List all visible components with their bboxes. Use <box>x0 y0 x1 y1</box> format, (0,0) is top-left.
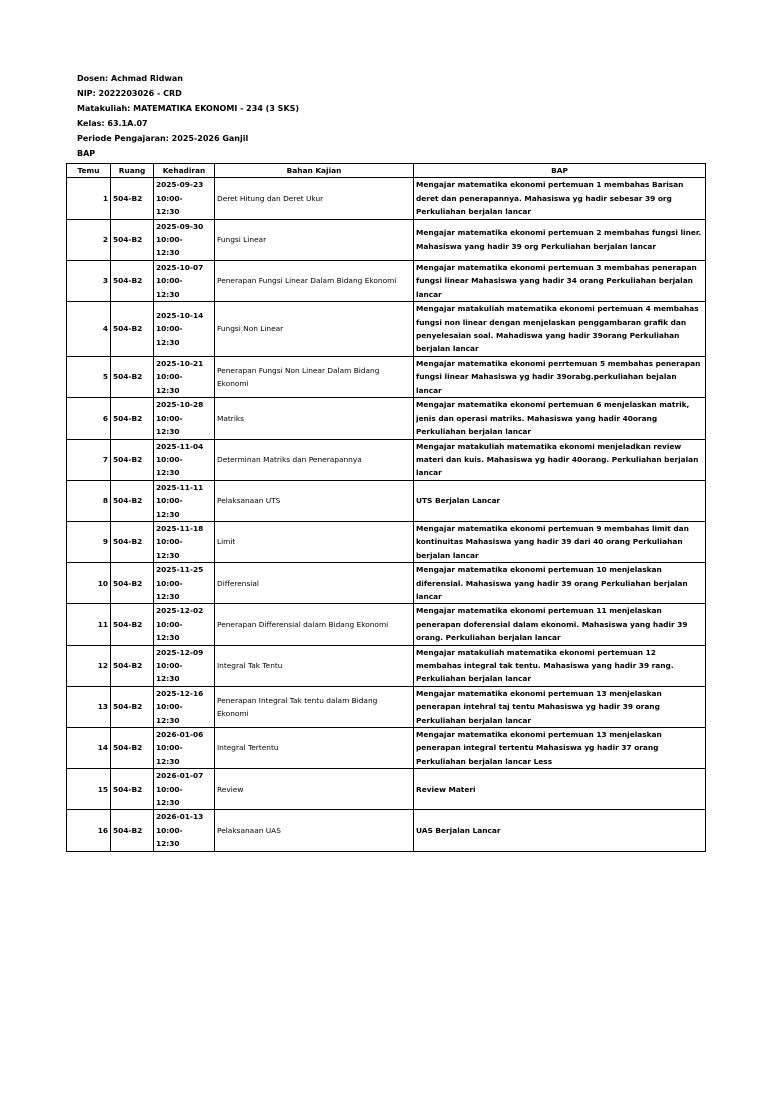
cell-ruang: 504-B2 <box>111 178 154 219</box>
attendance-time-end: 12:30 <box>156 633 180 643</box>
lecturer-name: Dosen: Achmad Ridwan <box>77 74 183 83</box>
attendance-date: 2025-10-21 <box>156 359 204 369</box>
cell-bahan-kajian: Matriks <box>215 398 414 439</box>
attendance-time-start: 10:00- <box>156 702 183 712</box>
attendance-date: 2025-12-16 <box>156 688 204 698</box>
cell-temu: 12 <box>67 645 111 686</box>
cell-kehadiran <box>154 810 215 851</box>
cell-kehadiran <box>154 302 215 357</box>
attendance-date: 2025-11-04 <box>156 441 204 451</box>
header-temu: Temu <box>67 164 111 178</box>
attendance-date: 2026-01-13 <box>156 812 204 822</box>
attendance-time-start: 10:00- <box>156 496 183 506</box>
cell-bap: Review Materi <box>414 769 706 810</box>
cell-ruang: 504-B2 <box>111 521 154 562</box>
cell-bahan-kajian: Fungsi Linear <box>215 219 414 260</box>
cell-ruang: 504-B2 <box>111 439 154 480</box>
cell-kehadiran <box>154 769 215 810</box>
cell-bahan-kajian: Determinan Matriks dan Penerapannya <box>215 439 414 480</box>
class-code: Kelas: 63.1A.07 <box>77 119 148 128</box>
cell-temu: 1 <box>67 178 111 219</box>
cell-bap: Mengajar matematika ekonomi pertemuan 13 menjelaskan penerapan integral tertentu Mahasiswa yg hadir 37 orang Perkuliahan berjalan lancar Less <box>414 728 706 769</box>
cell-ruang: 504-B2 <box>111 357 154 398</box>
cell-temu: 13 <box>67 686 111 727</box>
attendance-date: 2025-12-09 <box>156 647 204 657</box>
attendance-date: 2025-10-28 <box>156 400 204 410</box>
cell-ruang: 504-B2 <box>111 728 154 769</box>
cell-temu: 7 <box>67 439 111 480</box>
cell-ruang: 504-B2 <box>111 563 154 604</box>
attendance-date: 2025-10-07 <box>156 262 204 272</box>
cell-temu: 5 <box>67 357 111 398</box>
cell-kehadiran <box>154 398 215 439</box>
attendance-time-start: 10:00- <box>156 235 183 245</box>
attendance-date: 2026-01-06 <box>156 730 204 740</box>
teaching-period: Periode Pengajaran: 2025-2026 Ganjil <box>77 134 249 143</box>
cell-bahan-kajian: Differensial <box>215 563 414 604</box>
attendance-time-start: 10:00- <box>156 276 183 286</box>
cell-bap: UAS Berjalan Lancar <box>414 810 706 851</box>
cell-temu: 4 <box>67 302 111 357</box>
attendance-time-end: 12:30 <box>156 674 180 684</box>
cell-bap: Mengajar matematika ekonomi pertemuan 9 membahas limit dan kontinuitas Mahasiswa yang hadir 39 dari 40 orang Perkuliahan berjalan lancar <box>414 521 706 562</box>
table-row <box>67 178 706 219</box>
cell-temu: 2 <box>67 219 111 260</box>
attendance-date: 2026-01-07 <box>156 771 204 781</box>
attendance-time-start: 10:00- <box>156 743 183 753</box>
table-header-row <box>67 164 706 178</box>
cell-bap: Mengajar matakuliah matematika ekonomi pertemuan 4 membahas fungsi non linear dengan menjelaskan penggambaran grafik dan penyelesaian soal. Mahadiswa yang hadir 39orang Perkuliahan berjalan lancar <box>414 302 706 357</box>
cell-temu: 8 <box>67 480 111 521</box>
cell-temu: 14 <box>67 728 111 769</box>
header-bahan-kajian: Bahan Kajian <box>215 164 414 178</box>
header-bap: BAP <box>414 164 706 178</box>
attendance-time-end: 12:30 <box>156 591 180 601</box>
table-row <box>67 645 706 686</box>
cell-temu: 3 <box>67 260 111 301</box>
table-row <box>67 521 706 562</box>
cell-bahan-kajian: Fungsi Non Linear <box>215 302 414 357</box>
attendance-time-start: 10:00- <box>156 784 183 794</box>
cell-bap: Mengajar matakuliah matematika ekonomi menjeladkan review materi dan kuis. Mahasiswa yg hadir 40orang. Perkuliahan berjalan lancar <box>414 439 706 480</box>
cell-bap: UTS Berjalan Lancar <box>414 480 706 521</box>
cell-kehadiran <box>154 357 215 398</box>
header-kehadiran: Kehadiran <box>154 164 215 178</box>
header-ruang: Ruang <box>111 164 154 178</box>
attendance-time-start: 10:00- <box>156 825 183 835</box>
cell-kehadiran <box>154 260 215 301</box>
cell-ruang: 504-B2 <box>111 398 154 439</box>
lecturer-nip: NIP: 2022203026 - CRD <box>77 89 182 98</box>
cell-bahan-kajian: Limit <box>215 521 414 562</box>
table-row <box>67 260 706 301</box>
attendance-date: 2025-09-30 <box>156 221 204 231</box>
attendance-time-end: 12:30 <box>156 798 180 808</box>
attendance-time-end: 12:30 <box>156 839 180 849</box>
attendance-time-end: 12:30 <box>156 468 180 478</box>
attendance-time-start: 10:00- <box>156 578 183 588</box>
attendance-time-start: 10:00- <box>156 193 183 203</box>
cell-temu: 10 <box>67 563 111 604</box>
table-row <box>67 398 706 439</box>
table-row <box>67 480 706 521</box>
cell-bap: Mengajar matematika ekonomi pertemuan 10 menjelaskan diferensial. Mahasiswa yang hadir 39 orang Perkuliahan berjalan lancar <box>414 563 706 604</box>
attendance-date: 2025-10-14 <box>156 310 204 320</box>
cell-ruang: 504-B2 <box>111 645 154 686</box>
cell-bap: Mengajar matematika ekonomi pertemuan 13 menjelaskan penerapan intehral taj tentu Mahasiswa yg hadir 39 orang Perkuliahan berjalan lancar <box>414 686 706 727</box>
cell-bap: Mengajar matematika ekonomi pertemuan 6 menjelaskan matrik, jenis dan operasi matriks. Mahasiswa yang hadir 40orang Perkuliahan berjalan lancar <box>414 398 706 439</box>
cell-kehadiran <box>154 645 215 686</box>
attendance-time-end: 12:30 <box>156 756 180 766</box>
attendance-time-start: 10:00- <box>156 537 183 547</box>
attendance-time-end: 12:30 <box>156 509 180 519</box>
cell-kehadiran <box>154 439 215 480</box>
cell-ruang: 504-B2 <box>111 810 154 851</box>
cell-temu: 6 <box>67 398 111 439</box>
table-row <box>67 302 706 357</box>
cell-kehadiran <box>154 480 215 521</box>
cell-kehadiran <box>154 521 215 562</box>
cell-ruang: 504-B2 <box>111 480 154 521</box>
cell-kehadiran <box>154 728 215 769</box>
table-row <box>67 439 706 480</box>
cell-bahan-kajian: Penerapan Fungsi Linear Dalam Bidang Ekonomi <box>215 260 414 301</box>
cell-bahan-kajian: Penerapan Fungsi Non Linear Dalam Bidang Ekonomi <box>215 357 414 398</box>
cell-ruang: 504-B2 <box>111 260 154 301</box>
table-row <box>67 563 706 604</box>
attendance-date: 2025-11-11 <box>156 482 204 492</box>
attendance-date: 2025-09-23 <box>156 180 204 190</box>
course-name: Matakuliah: MATEMATIKA EKONOMI - 234 (3 SKS) <box>77 104 300 113</box>
cell-bahan-kajian: Integral Tak Tentu <box>215 645 414 686</box>
table-row <box>67 810 706 851</box>
cell-ruang: 504-B2 <box>111 686 154 727</box>
attendance-time-end: 12:30 <box>156 550 180 560</box>
table-body <box>67 178 706 851</box>
cell-bahan-kajian: Pelaksanaan UTS <box>215 480 414 521</box>
cell-ruang: 504-B2 <box>111 219 154 260</box>
cell-temu: 16 <box>67 810 111 851</box>
cell-bahan-kajian: Deret Hitung dan Deret Ukur <box>215 178 414 219</box>
document-header <box>77 71 299 161</box>
cell-temu: 9 <box>67 521 111 562</box>
cell-ruang: 504-B2 <box>111 302 154 357</box>
cell-bap: Mengajar matematika ekonomi perrtemuan 5 membahas penerapan fungsi linear Mahasiswa yg hadir 39orabg.perkuliahan bejalan lancar <box>414 357 706 398</box>
attendance-time-end: 12:30 <box>156 337 180 347</box>
cell-temu: 15 <box>67 769 111 810</box>
cell-bap: Mengajar matematika ekonomi pertemuan 1 membahas Barisan deret dan penerapannya. Mahasiswa yg hadir sebesar 39 org Perkuliahan berjalan lancar <box>414 178 706 219</box>
attendance-time-end: 12:30 <box>156 385 180 395</box>
table-row <box>67 686 706 727</box>
table-row <box>67 219 706 260</box>
cell-bap: Mengajar matematika ekonomi pertemuan 3 membahas penerapan fungsi linear Mahasiswa yang hadir 34 orang Perkuliahan berjalan lancar <box>414 260 706 301</box>
cell-bahan-kajian: Penerapan Integral Tak tentu dalam Bidang Ekonomi <box>215 686 414 727</box>
cell-bahan-kajian: Review <box>215 769 414 810</box>
attendance-time-end: 12:30 <box>156 207 180 217</box>
attendance-time-end: 12:30 <box>156 427 180 437</box>
table-row <box>67 357 706 398</box>
attendance-time-start: 10:00- <box>156 454 183 464</box>
cell-bahan-kajian: Pelaksanaan UAS <box>215 810 414 851</box>
cell-kehadiran <box>154 219 215 260</box>
cell-bap: Mengajar matematika ekonomi pertemuan 11 menjelaskan penerapan doferensial dalam ekonomi. Mahasiswa yang hadir 39 orang. Perkuliahan berjalan lancar <box>414 604 706 645</box>
attendance-time-start: 10:00- <box>156 324 183 334</box>
attendance-time-end: 12:30 <box>156 715 180 725</box>
attendance-time-start: 10:00- <box>156 661 183 670</box>
attendance-date: 2025-12-02 <box>156 606 204 616</box>
attendance-date: 2025-11-25 <box>156 565 204 575</box>
section-title: BAP <box>77 149 96 158</box>
attendance-time-start: 10:00- <box>156 413 183 423</box>
attendance-time-start: 10:00- <box>156 619 183 629</box>
cell-kehadiran <box>154 686 215 727</box>
cell-bahan-kajian: Penerapan Differensial dalam Bidang Ekonomi <box>215 604 414 645</box>
cell-temu: 11 <box>67 604 111 645</box>
table-row <box>67 604 706 645</box>
cell-kehadiran <box>154 604 215 645</box>
attendance-time-end: 12:30 <box>156 248 180 258</box>
table-row <box>67 769 706 810</box>
attendance-date: 2025-11-18 <box>156 523 204 533</box>
cell-ruang: 504-B2 <box>111 769 154 810</box>
cell-bahan-kajian: Integral Tertentu <box>215 728 414 769</box>
cell-ruang: 504-B2 <box>111 604 154 645</box>
cell-kehadiran <box>154 563 215 604</box>
attendance-time-start: 10:00- <box>156 372 183 382</box>
bap-table <box>66 163 706 852</box>
cell-bap: Mengajar matakuliah matematika ekonomi pertemuan 12 membahas integral tak tentu. Mahasiswa yang hadir 39 rang. Perkuliahan berjalan lancar <box>414 645 706 686</box>
table-row <box>67 728 706 769</box>
cell-bap: Mengajar matematika ekonomi pertemuan 2 membahas fungsi liner. Mahasiswa yang hadir 39 org Perkuliahan berjalan lancar <box>414 219 706 260</box>
cell-kehadiran <box>154 178 215 219</box>
attendance-time-end: 12:30 <box>156 289 180 299</box>
